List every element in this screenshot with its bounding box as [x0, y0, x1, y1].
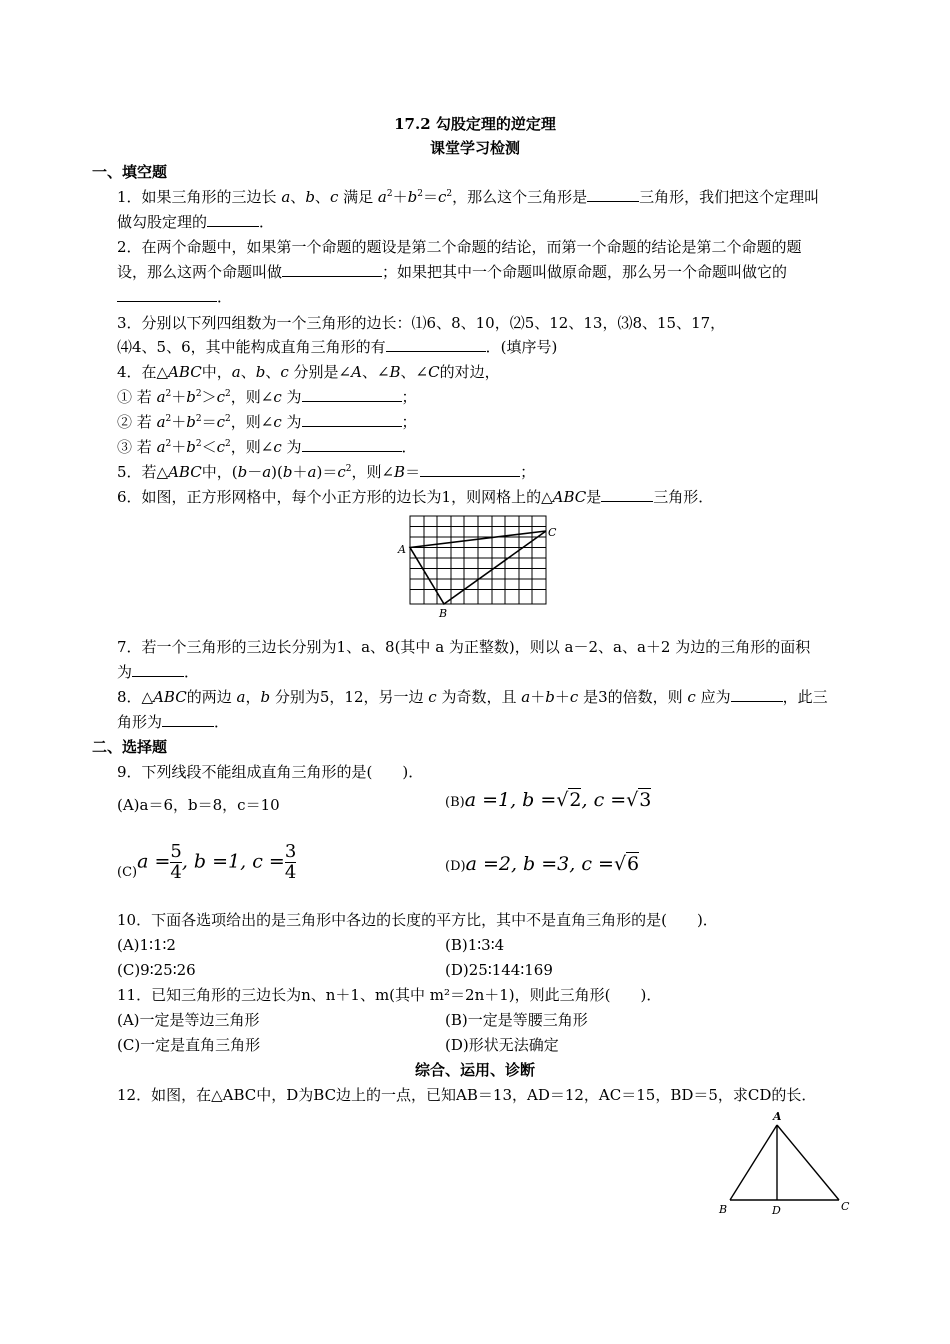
section-comprehensive: 综合、运用、诊断: [414, 1061, 535, 1079]
section-choice: 二、选择题: [92, 738, 168, 756]
question-7: 7．若一个三角形的三边长分别为1、a、8(其中 a 为正整数)，则以 a－2、a、a＋2 为边的三角形的面积: [117, 638, 811, 656]
label-c: C: [548, 526, 557, 539]
blank: [601, 487, 653, 502]
question-3: 3．分别以下列四组数为一个三角形的边长：⑴6、8、10，⑵5、12、13，⑶8、15、17，: [117, 314, 726, 332]
question-4-case3: ③ 若 $a^2+b^2<c^2$，则∠c 为 ．: [117, 438, 417, 456]
question-2-line2: 设，那么这两个命题叫做 ；如果把其中一个命题叫做原命题，那么另一个命题叫做它的: [117, 263, 788, 281]
blank: [117, 287, 217, 302]
blank: [162, 712, 214, 727]
question-6: 6．如图，正方形网格中，每个小正方形的边长为1，则网格上的△ABC是 三角形．: [117, 488, 714, 506]
option-10c[interactable]: (C)9∶25∶26: [117, 961, 196, 979]
blank: [132, 662, 184, 677]
grid-triangle-figure: [395, 510, 565, 622]
blank: [302, 412, 402, 427]
blank: [207, 212, 259, 227]
blank: [420, 462, 520, 477]
option-11c[interactable]: (C)一定是直角三角形: [117, 1036, 261, 1054]
section-fill: 一、填空题: [92, 163, 168, 181]
question-10: 10．下面各选项给出的是三角形中各边的长度的平方比，其中不是直角三角形的是( )．: [117, 911, 718, 929]
label-d: D: [772, 1204, 781, 1217]
blank: [302, 387, 402, 402]
option-10b[interactable]: (B)1∶3∶4: [445, 936, 505, 954]
question-4-case1: ① 若 $a^2+b^2>c^2$，则∠c 为 ；: [117, 388, 417, 406]
blank: [731, 687, 783, 702]
option-11b[interactable]: (B)一定是等腰三角形: [445, 1011, 588, 1029]
question-12: 12．如图，在△ABC中，D为BC边上的一点，已知AB＝13，AD＝12，AC＝15，BD＝5，求CD的长．: [117, 1086, 817, 1104]
question-11: 11．已知三角形的三边长为n、n＋1、m(其中 m²＝2n＋1)，则此三角形( )．: [117, 986, 662, 1004]
option-10a[interactable]: (A)1∶1∶2: [117, 936, 176, 954]
option-11a[interactable]: (A)一定是等边三角形: [117, 1011, 260, 1029]
question-7-line2: 为 ．: [117, 663, 200, 681]
question-1: 1．如果三角形的三边长 a、b、c 满足 $a^2+b^2=c^2$，那么这个三角形是 三角形，我们把这个定理叫: [117, 188, 820, 206]
blank: [587, 187, 639, 202]
label-b: B: [719, 1203, 728, 1216]
question-8: 8．△ABC的两边 a，b 分别为5，12，另一边 c 为奇数，且 a＋b＋c 是3的倍数，则 c 应为 ，此三: [117, 688, 828, 706]
question-2-line3: ．: [117, 287, 232, 307]
question-3-line2: ⑷4、5、6，其中能构成直角三角形的有 ．(填序号): [117, 338, 558, 356]
label-c: C: [841, 1200, 850, 1213]
page-subtitle: 课堂学习检测: [429, 139, 520, 157]
blank: [302, 437, 402, 452]
question-4: 4．在△ABC中，a、b、c 分别是∠A、∠B、∠C的对边，: [117, 363, 500, 381]
option-10d[interactable]: (D)25∶144∶169: [445, 961, 553, 979]
label-a: A: [773, 1110, 782, 1123]
question-1-line2: 做勾股定理的 ．: [117, 213, 275, 231]
option-9a[interactable]: (A)a＝6，b＝8，c＝10: [117, 796, 280, 814]
option-9b[interactable]: (B)a =1, b =√2, c =√3: [445, 789, 652, 811]
option-9c[interactable]: (C)a = $\frac{5}{4}$ , b =1, c = $\frac{3}{4}$: [117, 841, 297, 883]
triangle-abd-figure: [715, 1108, 855, 1218]
option-11d[interactable]: (D)形状无法确定: [445, 1036, 559, 1054]
question-5: 5．若△ABC中，$(b-a)(b+a)=c^2$，则∠B＝ ；: [117, 463, 536, 481]
blank: [282, 262, 382, 277]
question-9: 9．下列线段不能组成直角三角形的是( )．: [117, 763, 424, 781]
question-4-case2: ② 若 $a^2+b^2=c^2$，则∠c 为 ；: [117, 413, 417, 431]
page-title: 17.2 勾股定理的逆定理: [394, 115, 556, 133]
question-2: 2．在两个命题中，如果第一个命题的题设是第二个命题的结论，而第一个命题的结论是第二个命题的题: [117, 238, 802, 256]
question-8-line2: 角形为 ．: [117, 713, 230, 731]
segment-ac: [777, 1125, 839, 1200]
label-a: A: [398, 543, 406, 556]
segment-ab: [730, 1125, 777, 1200]
blank: [386, 337, 486, 352]
option-9d[interactable]: (D)a =2, b =3, c =√6: [445, 853, 640, 875]
label-b: B: [439, 607, 448, 620]
